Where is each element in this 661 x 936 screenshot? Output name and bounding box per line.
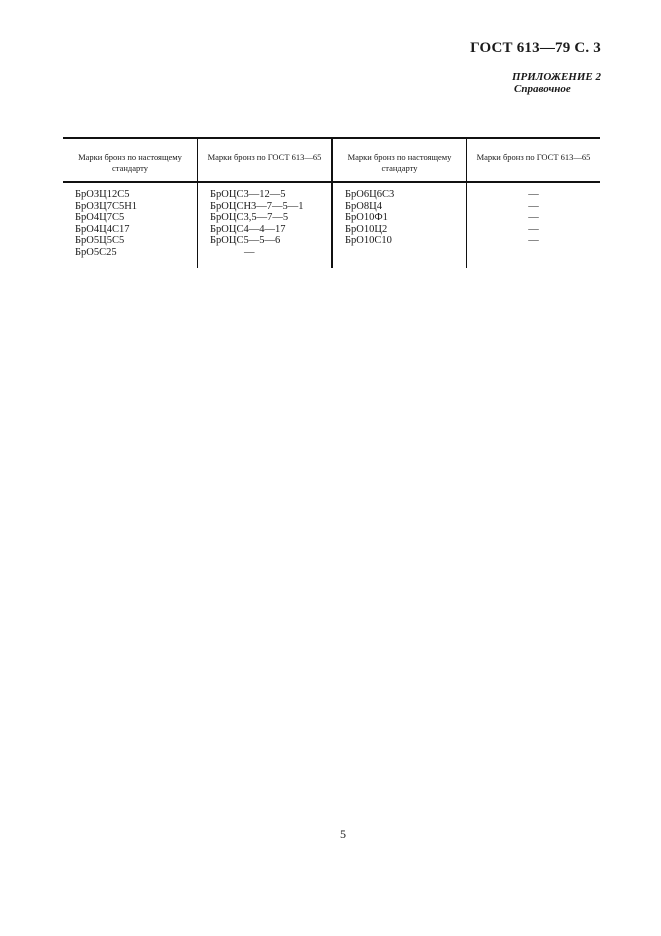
reference-label: Справочное bbox=[514, 83, 571, 95]
header-gost-grades-2: Марки бронз по ГОСТ 613—65 bbox=[466, 139, 600, 181]
table-cell: БрО5С25 bbox=[75, 246, 117, 258]
table-cell: БрО10Ф1 bbox=[345, 212, 388, 223]
table-cell: — bbox=[528, 189, 539, 200]
table-cell: БрОЦСН3—7—5—1 bbox=[210, 200, 304, 212]
column-gost-grades-2 bbox=[466, 183, 600, 268]
page-number: 5 bbox=[340, 827, 346, 841]
table-cell: — bbox=[528, 212, 539, 223]
table-cell: БрО4Ц4С17 bbox=[75, 223, 130, 235]
table-cell: БрОЦС4—4—17 bbox=[210, 223, 286, 235]
table-cell: БрОЦС3—12—5 bbox=[210, 189, 286, 200]
table-body bbox=[63, 183, 600, 268]
column-current-grades-1 bbox=[63, 183, 197, 268]
table-cell: — bbox=[528, 200, 539, 212]
header-current-grades-1: Марки бронз по настоящему стандарту bbox=[78, 152, 182, 173]
table-cell: БрО6Ц6С3 bbox=[345, 189, 395, 200]
table-cell: БрОЗЦ12С5 bbox=[75, 189, 130, 200]
table-header-row bbox=[63, 139, 600, 183]
column-gost-grades-1 bbox=[197, 183, 331, 268]
column-current-grades-2 bbox=[331, 183, 466, 268]
table-cell: БрО4Ц7С5 bbox=[75, 212, 125, 223]
header-gost-grades-1: Марки бронз по ГОСТ 613—65 bbox=[197, 139, 331, 181]
table-cell: БрОЦС5—5—6 bbox=[210, 235, 281, 246]
table-cell: — bbox=[244, 246, 255, 258]
table-cell: БрО10Ц2 bbox=[345, 223, 388, 235]
table-cell: БрО8Ц4 bbox=[345, 200, 382, 212]
bronze-grades-table bbox=[63, 137, 600, 268]
table-cell: БрОЦС3,5—7—5 bbox=[210, 212, 289, 223]
page-header-title: ГОСТ 613—79 С. 3 bbox=[470, 40, 601, 56]
table-cell: БрО5Ц5С5 bbox=[75, 235, 125, 246]
header-current-grades-2: Марки бронз по настоящему стандарту bbox=[331, 139, 466, 181]
appendix-label: ПРИЛОЖЕНИЕ 2 bbox=[511, 71, 601, 83]
table-cell: БрОЗЦ7С5Н1 bbox=[75, 200, 138, 212]
table-cell: БрО10С10 bbox=[345, 235, 392, 246]
table-cell: — bbox=[528, 223, 539, 235]
table-cell: — bbox=[528, 235, 539, 246]
